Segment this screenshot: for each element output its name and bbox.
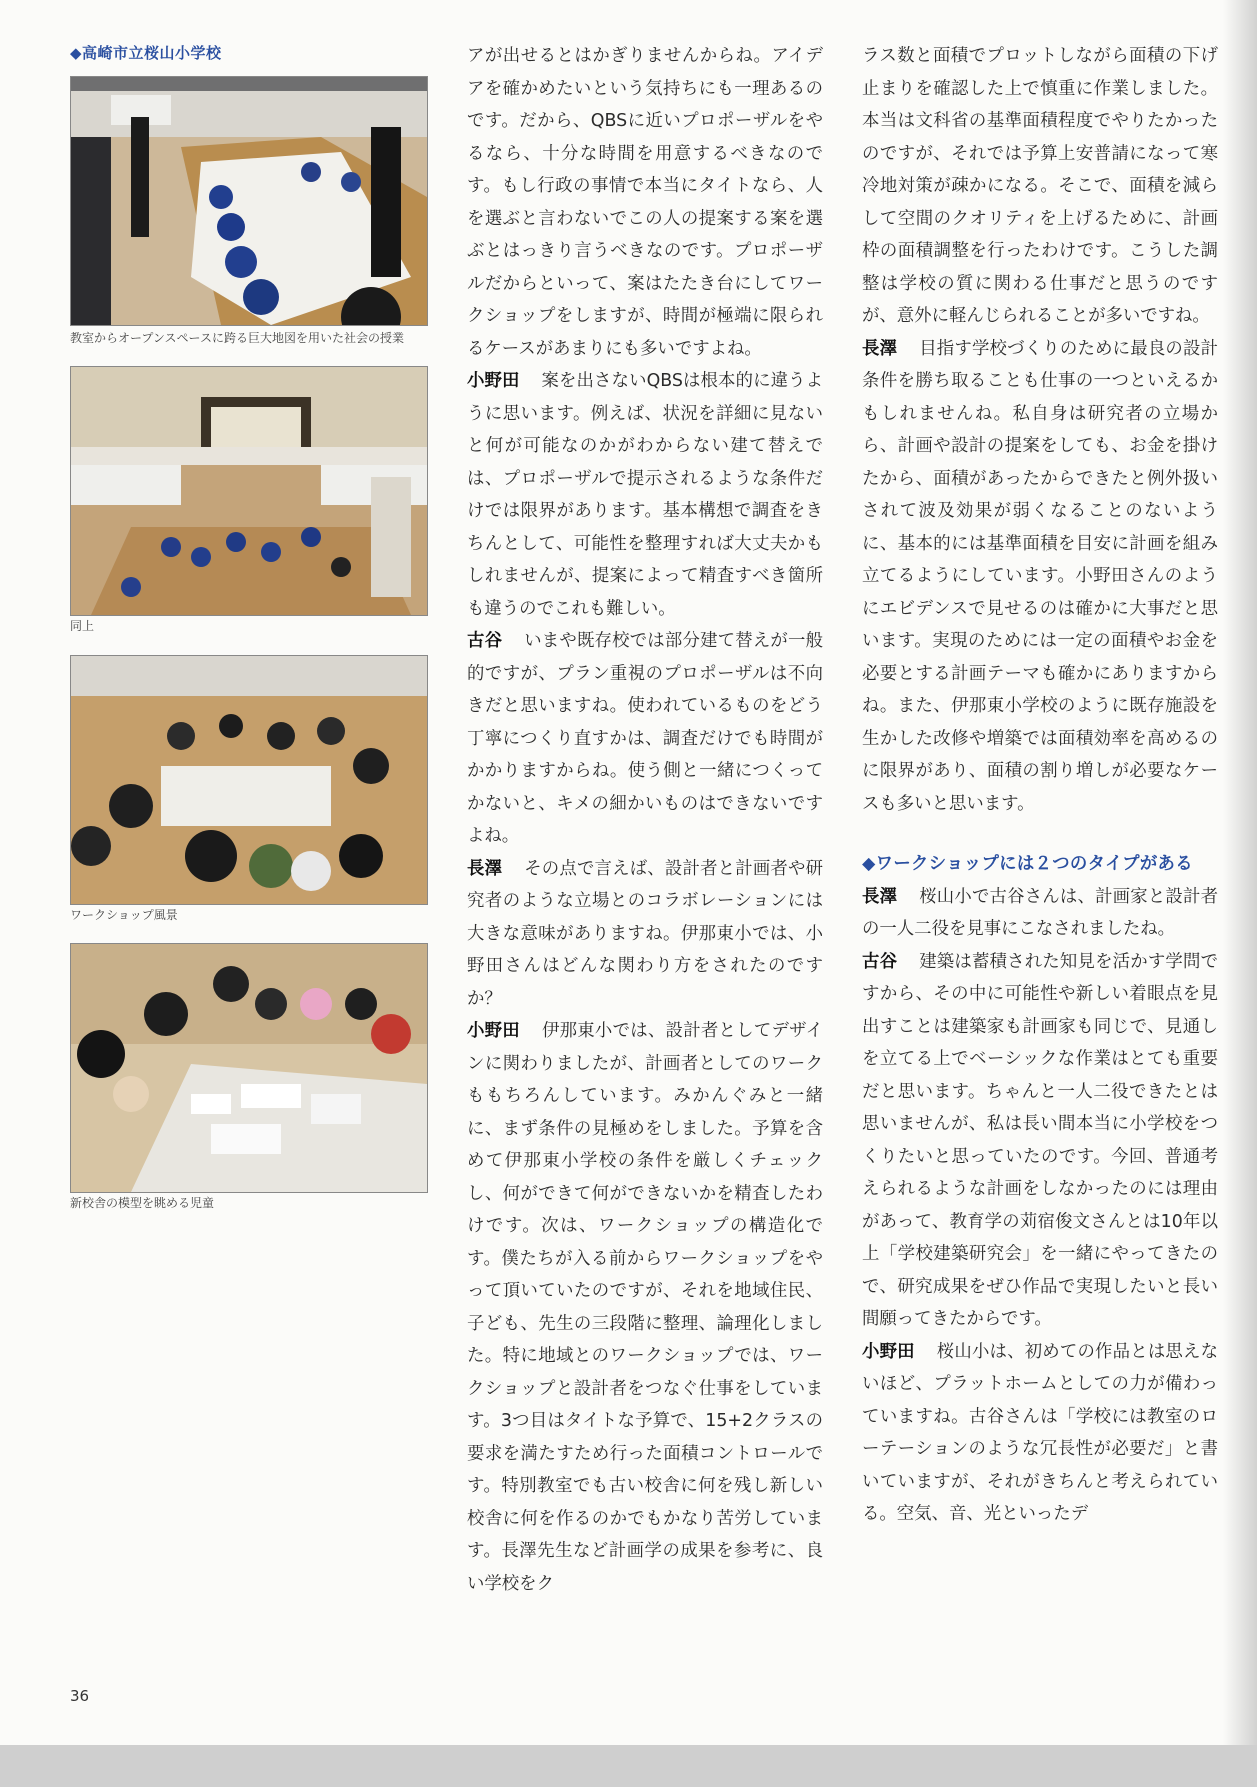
text-column-right xyxy=(862,40,1218,1531)
paragraph-text: その点で言えば、設計者と計画者や研究者のような立場とのコラボレーションには大きな意味がありますね。伊那東小では、小野田さんはどんな関わり方をされたのですか？ xyxy=(467,858,823,1009)
paragraph-text: 目指す学校づくりのために最良の設計条件を勝ち取ることも仕事の一つといえるかもしれませんね。私自身は研究者の立場から、計画や設計の提案をしても、お金を掛けたから、面積があったからできたと例外扱いされて波及効果が弱くなることのないように、基本的には基準面積を目安に計画を組み立てるようにしています。小野田さんのようにエビデンスで見せるのは確かに大事だと思います。実現のためには一定の面積やお金を必要とする計画テーマも確かにありますからね。また、伊那東小学校のように既存施設を生かした改修や増築では面積効率を高めるのに限界があり、面積の割り増しが必要なケースも多いと思います。 xyxy=(862,338,1218,814)
paragraph-text: 桜山小は、初めての作品とは思えないほど、プラットホームとしての力が備わっていますね。古谷さんは「学校には教室のローテーションのような冗長性が必要だ」と書いていますが、それがきちんと考えられている。空気、音、光といったデ xyxy=(862,1341,1218,1524)
page-number: 36 xyxy=(70,1687,90,1705)
paragraph xyxy=(862,333,1218,821)
paragraph-text: 建築は蓄積された知見を活かす学問ですから、その中に可能性や新しい着眼点を見出すことは建築家も計画家も同じで、見通しを立てる上でベーシックな作業はとても重要だと思います。ちゃんと一人二役できたとは思いませんが、私は長い間本当に小学校をつくりたいと思っていたのです。今回、普通考えられるような計画をしなかったのには理由があって、教育学の苅宿俊文さんとは10年以上「学校建築研究会」を一緒にやってきたので、研究成果をぜひ作品で実現したいと長い間願ってきたからです。 xyxy=(862,951,1218,1329)
speaker-name: 小野田 xyxy=(467,1021,520,1041)
paragraph xyxy=(467,853,823,1016)
paragraph-text: いまや既存校では部分建て替えが一般的ですが、プラン重視のプロポーザルは不向きだと思いますね。使われているものをどう丁寧につくり直すかは、調査だけでも時間がかかりますからね。使う側と一緒につくってかないと、キメの細かいものはできないですよね。 xyxy=(467,631,823,846)
photo-workshop xyxy=(70,655,428,905)
text-column-middle xyxy=(467,40,823,1600)
paragraph-text: ラス数と面積でプロットしながら面積の下げ止まりを確認した上で慎重に作業しました。本当は文科省の基準面積程度でやりたかったのですが、それでは予算上安普請になって寒冷地対策が疎かになる。そこで、面積を減らして空間のクオリティを上げるために、計画枠の面積調整を行ったわけです。こうした調整は学校の質に関わる仕事だと思うのですが、意外に軽んじられることが多いですね。 xyxy=(862,46,1218,326)
paragraph xyxy=(467,40,823,365)
paragraph-text: 伊那東小では、設計者としてデザインに関わりましたが、計画者としてのワークももちろんしています。みかんぐみと一緒に、まず条件の見極めをしました。予算を含めて伊那東小学校の条件を厳しくチェックし、何ができて何ができないかを精査したわけです。次は、ワークショップの構造化です。僕たちが入る前からワークショップをやって頂いていたのですが、それを地域住民、子ども、先生の三段階に整理、論理化しました。特に地域とのワークショップでは、ワークショップと設計者をつなぐ仕事をしています。3つ目はタイトな予算で、15+2クラスの要求を満たすため行った面積コントロールです。特別教室でも古い校舎に何を残し新しい校舎に何を作るのかでもかなり苦労しています。長澤先生など計画学の成果を参考に、良い学校をク xyxy=(467,1021,823,1594)
paragraph xyxy=(862,1336,1218,1531)
speaker-name: 古谷 xyxy=(862,951,898,972)
speaker-name: 小野田 xyxy=(467,371,520,391)
paragraph xyxy=(862,40,1218,333)
paragraph-text: 案を出さないQBSは根本的に違うように思います。例えば、状況を詳細に見ないと何が可能なのかがわからない建て替えでは、プロポーザルで提示されるような条件だけでは限界があります。基本構想で調査をきちんとして、可能性を整理すれば大丈夫かもしれませんが、提案によって精査すべき箇所も違うのでこれも難しい。 xyxy=(467,371,823,619)
speaker-name: 古谷 xyxy=(467,631,503,651)
caption-1: 教室からオープンスペースに跨る巨大地図を用いた社会の授業 xyxy=(70,331,404,345)
paragraph xyxy=(467,625,823,853)
school-heading: ◆高崎市立桜山小学校 xyxy=(70,44,222,62)
caption-4: 新校舎の模型を眺める児童 xyxy=(70,1196,215,1210)
paragraph-text: アが出せるとはかぎりませんからね。アイデアを確かめたいという気持ちにも一理あるのです。だから、QBSに近いプロポーザルをやるなら、十分な時間を用意するべきなのです。もし行政の事情で本当にタイトなら、人を選ぶと言わないでこの人の提案する案を選ぶとはっきり言うべきなのです。プロポーザルだからといって、案はたたき台にしてワークショップをしますが、時間が極端に限られるケースがあまりにも多いですよね。 xyxy=(467,46,823,359)
paragraph xyxy=(862,946,1218,1336)
photo-open-space xyxy=(70,366,428,616)
speaker-name: 長澤 xyxy=(467,858,503,879)
scan-background-strip xyxy=(0,1745,1257,1787)
caption-2: 同上 xyxy=(70,619,95,633)
speaker-name: 長澤 xyxy=(862,886,898,907)
paragraph xyxy=(467,1015,823,1600)
paragraph-text: 桜山小で古谷さんは、計画家と設計者の一人二役を見事にこなされましたね。 xyxy=(862,886,1218,939)
paragraph xyxy=(467,365,823,625)
paragraph xyxy=(862,881,1218,946)
photo-gym-map-class xyxy=(70,76,428,326)
speaker-name: 小野田 xyxy=(862,1341,915,1362)
speaker-name: 長澤 xyxy=(862,338,898,359)
section-heading: ◆ワークショップには２つのタイプがある xyxy=(862,854,1193,874)
caption-3: ワークショップ風景 xyxy=(70,908,178,922)
photo-school-model xyxy=(70,943,428,1193)
page-edge-shadow xyxy=(1223,0,1257,1745)
